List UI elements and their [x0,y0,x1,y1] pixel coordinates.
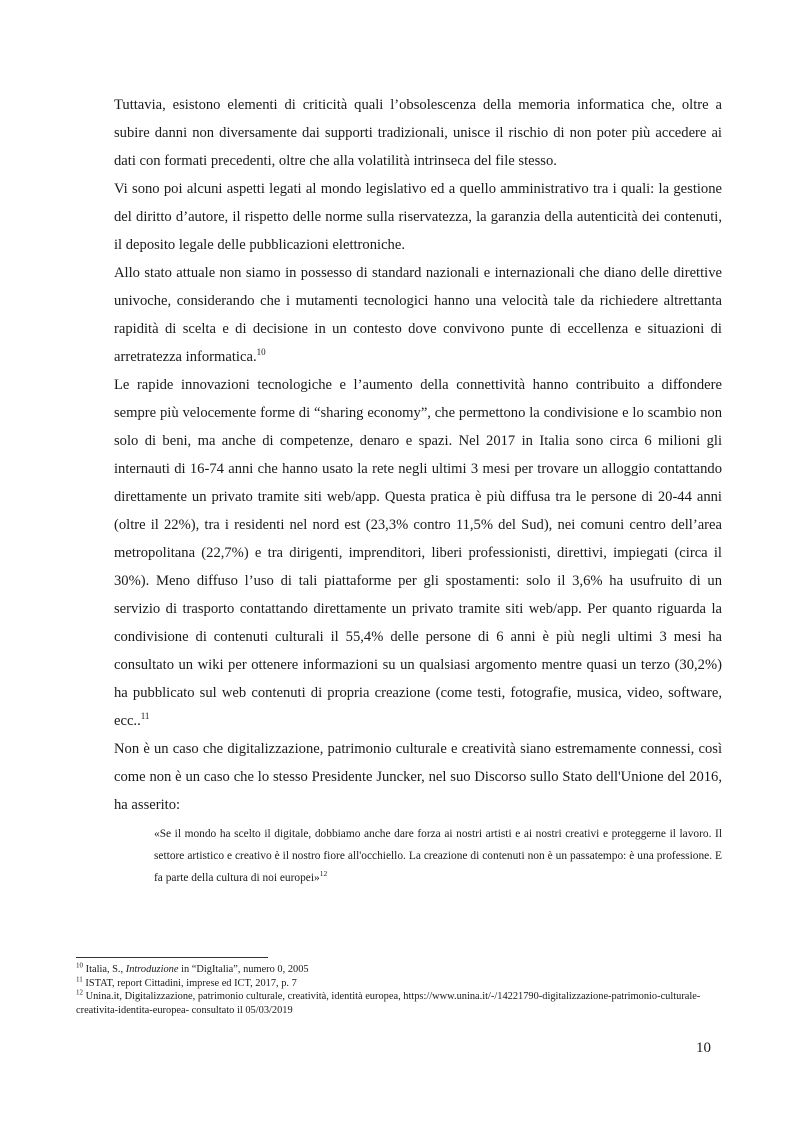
paragraph-sharing-economy: Le rapide innovazioni tecnologiche e l’aumento della connettività hanno contribuito a diffondere sempre più velocemente forme di “sharing economy”, che permettono la condivisione e lo scambio non solo di beni, ma anche di competenze, denaro e spazi. Nel 2017 in Italia sono circa 6 milioni gli internauti di 16-74 anni che hanno usato la rete negli ultimi 3 mesi per trovare un alloggio contattando direttamente un privato tramite siti web/app. Questa pratica è più diffusa tra le persone di 20-44 anni (oltre il 22%), tra i residenti nel nord est (23,3% contro 11,5% del Sud), nei comuni centro dell’area metropolitana (22,7%) e tra dirigenti, imprenditori, liberi professionisti, direttivi, impiegati (circa il 30%). Meno diffuso l’uso di tali piattaforme per gli spostamenti: solo il 3,6% ha usufruito di un servizio di trasporto contattando direttamente un privato tramite siti web/app. Per quanto riguarda la condivisione di contenuti culturali il 55,4% delle persone di 6 anni è più negli ultimi 3 mesi ha consultato un wiki per ottenere informazioni su un qualsiasi argomento mentre quasi un terzo (30,2%) ha pubblicato sul web contenuti di propria creazione (come testi, fotografie, musica, video, software, ecc..$^{11}$ [114,377,722,729]
block-quote-juncker: «Se il mondo ha scelto il digitale, dobbiamo anche dare forza ai nostri artisti e ai nostri creativi e proteggerne il lavoro. Il settore artistico e creativo è il nostro fiore all'occhiello. La creazione di contenuti non è un passatempo: è una professione. E fa parte della cultura di noi europei»$^{12}$ [154,828,722,884]
footnote-separator [76,957,268,958]
footnote-11: $^{11}$ ISTAT, report Cittadini, imprese ed ICT, 2017, p. 7 [76,975,297,989]
footnote-number: 10 [76,961,83,970]
page-number: 10 [696,1040,711,1056]
footnote-number: 12 [76,988,83,997]
paragraph-obsolescence: Tuttavia, esistono elementi di criticità quali l’obsolescenza della memoria informatica che, oltre a subire danni non diversamente dai supporti tradizionali, unisce il rischio di non poter più accedere ai dati con formati precedenti, oltre che alla volatilità intrinseca del file stesso. [114,97,722,169]
paragraph-legislative-aspects: Vi sono poi alcuni aspetti legati al mondo legislativo ed a quello amministrativo tra i quali: la gestione del diritto d’autore, il rispetto delle norme sulla riservatezza, la garanzia della autenticità dei contenuti, il deposito legale delle pubblicazioni elettroniche. [114,181,722,253]
footnote-12 [76,990,722,1017]
footnote-ref-12[interactable]: 12 [319,869,328,879]
footnote-number: 11 [76,975,83,984]
footnote-10: $^{10}$ Italia, S., Introduzione in “DigItalia”, numero 0, 2005 [76,961,309,975]
footnotes [76,963,722,1017]
paragraph-standards: Allo stato attuale non siamo in possesso di standard nazionali e internazionali che diano delle direttive univoche, considerando che i mutamenti tecnologici hanno una velocità tale da richiedere altrettanta rapidità di scelta e di decisione in un contesto dove convivono punte di eccellenza e situazioni di arretratezza informatica.$^{10}$ [114,265,722,365]
footnote-ref-10[interactable]: 10 [256,347,266,358]
footnote-ref-11[interactable]: 11 [140,711,150,722]
footnote-12-link-text[interactable]: Unina.it, Digitalizzazione, patrimonio culturale, creatività, identità europea, https://www.unina.it/-/14221790-digitalizzazione-patrimonio-culturale-creativita-identita-europea- consultato il 05/03/2019 [76,991,701,1016]
paragraph-digitalization: Non è un caso che digitalizzazione, patrimonio culturale e creatività siano estremamente connessi, così come non è un caso che lo stesso Presidente Juncker, nel suo Discorso sullo Stato dell'Unione del 2016, ha asserito: [114,741,722,813]
body-text [114,91,722,889]
